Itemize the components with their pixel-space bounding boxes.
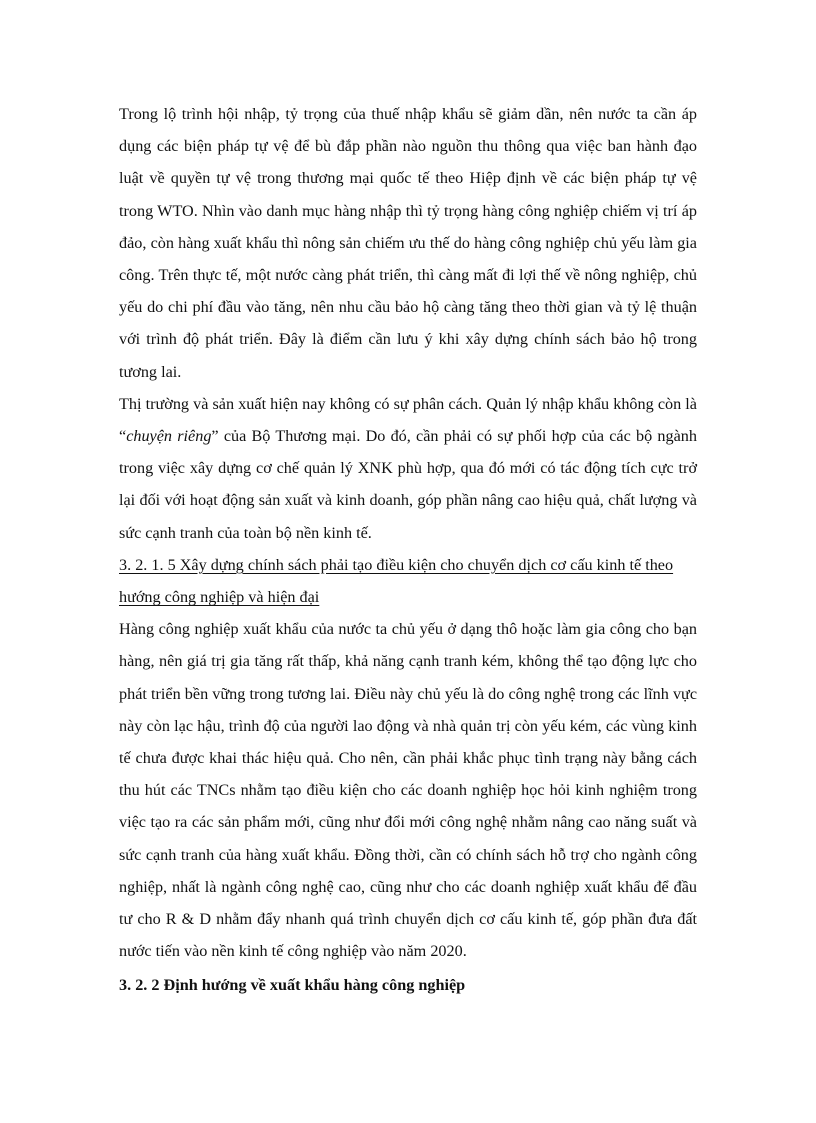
paragraph-industrial-exports: Hàng công nghiệp xuất khẩu của nước ta chủ yếu ở dạng thô hoặc làm gia công cho bạn hàng, nên giá trị gia tăng rất thấp, khả năng cạnh tranh kém, không thể tạo động lực cho phát triển bền vững trong tương lai. Điều này chủ yếu là do công nghệ trong các lĩnh vực này còn lạc hậu, trình độ của người lao động và nhà quản trị còn yếu kém, các vùng kinh tế chưa được khai thác hiệu quả. Cho nên, cần phải khắc phục tình trạng này bằng cách thu hút các TNCs nhằm tạo điều kiện cho các doanh nghiệp học hỏi kinh nghiệm trong việc tạo ra các sản phẩm mới, cũng như đổi mới công nghệ nhằm nâng cao năng suất và sức cạnh tranh của hàng xuất khẩu. Đồng thời, cần có chính sách hỗ trợ cho ngành công nghiệp, nhất là ngành công nghệ cao, cũng như cho các doanh nghiệp xuất khẩu để đầu tư cho R & D nhằm đẩy nhanh quá trình chuyển dịch cơ cấu kinh tế, góp phần đưa đất nước tiến vào nền kinh tế công nghiệp vào năm 2020. [119, 620, 697, 961]
section-heading-3-2-1-5: 3. 2. 1. 5 Xây dựng chính sách phải tạo điều kiện cho chuyển dịch cơ cấu kinh tế theo hướng công nghiệp và hiện đại [119, 555, 674, 607]
section-heading-3-2-2: 3. 2. 2 Định hướng về xuất khẩu hàng công nghiệp [119, 976, 466, 995]
paragraph-import-management [119, 388, 697, 549]
paragraph-text: ” của Bộ Thương mại. Do đó, cần phải có sự phối hợp của các bộ ngành trong việc xây dựng cơ chế quản lý XNK phù hợp, qua đó mới có tác động tích cực trở lại đối với hoạt động sản xuất và kinh doanh, góp phần nâng cao hiệu quả, chất lượng và sức cạnh tranh của toàn bộ nền kinh tế. [119, 427, 697, 542]
paragraph-protection-policy: Trong lộ trình hội nhập, tỷ trọng của thuế nhập khẩu sẽ giảm dần, nên nước ta cần áp dụng các biện pháp tự vệ để bù đắp phần nào nguồn thu thông qua việc ban hành đạo luật về quyền tự vệ trong thương mại quốc tế theo Hiệp định về các biện pháp tự vệ trong WTO. Nhìn vào danh mục hàng nhập thì tỷ trọng hàng công nghiệp chiếm vị trí áp đảo, còn hàng xuất khẩu thì nông sản chiếm ưu thế do hàng công nghiệp chủ yếu làm gia công. Trên thực tế, một nước càng phát triển, thì càng mất đi lợi thế về nông nghiệp, chủ yếu do chi phí đầu vào tăng, nên nhu cầu bảo hộ càng tăng theo thời gian và tỷ lệ thuận với trình độ phát triển. Đây là điểm cần lưu ý khi xây dựng chính sách bảo hộ trong tương lai. [119, 105, 697, 381]
document-page [119, 98, 697, 1002]
emphasis-text: chuyện riêng [126, 427, 212, 446]
paragraph-text: Thị trường và sản xuất hiện nay không có sự phân cách. Quản lý nhập khẩu không còn là “ [119, 394, 697, 446]
